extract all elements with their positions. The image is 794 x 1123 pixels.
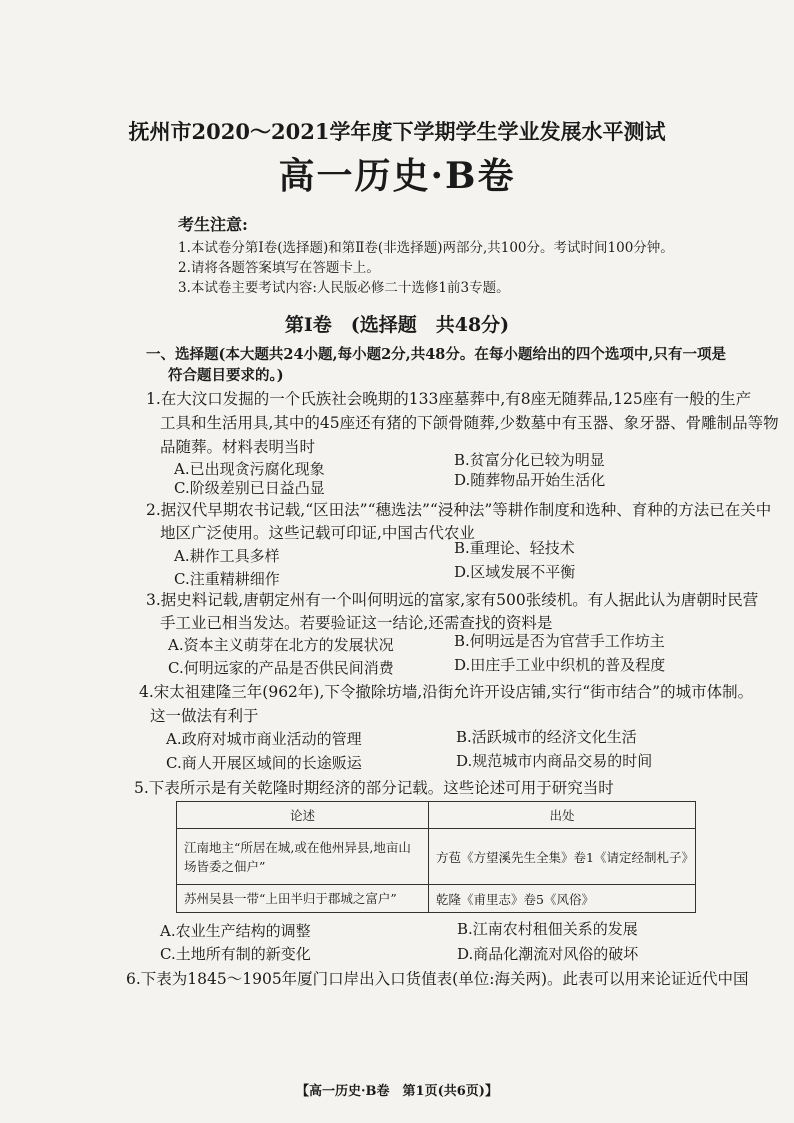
question-6-stem: 6.下表为1845～1905年厦门口岸出入口货值表(单位:海关两)。此表可以用来论证近代中国 xyxy=(126,970,749,988)
notice-item: 2.请将各题答案填写在答题卡上。 xyxy=(178,260,380,276)
question-4-option-c: C.商人开展区域间的长途贩运 xyxy=(166,754,362,772)
question-5-option-c: C.土地所有制的新变化 xyxy=(160,945,311,963)
question-1-option-d: D.随葬物品开始生活化 xyxy=(454,471,606,489)
question-2-option-b: B.重理论、轻技术 xyxy=(454,539,575,557)
question-4-option-d: D.规范城市内商品交易的时间 xyxy=(456,752,653,770)
notice-item: 3.本试卷主要考试内容:人民版必修二十选修1前3专题。 xyxy=(178,280,510,296)
table-cell: 苏州吴县一带“上田半归于郡城之富户” xyxy=(177,885,429,913)
question-2-stem: 地区广泛使用。这些记载可印证,中国古代农业 xyxy=(160,524,475,542)
exam-series-title: 抚州市2020～2021学年度下学期学生学业发展水平测试 xyxy=(128,119,666,144)
question-1-option-c: C.阶级差别已日益凸显 xyxy=(174,479,325,497)
question-1-option-b: B.贫富分化已较为明显 xyxy=(454,451,605,469)
table-cell: 方苞《方望溪先生全集》卷1《请定经制札子》 xyxy=(429,829,696,885)
notice-heading: 考生注意: xyxy=(178,215,248,234)
question-1-stem: 1.在大汶口发掘的一个氏族社会晚期的133座墓葬中,有8座无随葬品,125座有一般的生产 xyxy=(146,390,752,408)
question-3-option-b: B.何明远是否为官营手工作坊主 xyxy=(454,632,665,650)
section-title: 第Ⅰ卷 (选择题 共48分) xyxy=(284,314,510,336)
question-3-option-a: A.资本主义萌芽在北方的发展状况 xyxy=(168,636,394,654)
section-instruction: 一、选择题(本大题共24小题,每小题2分,共48分。在每小题给出的四个选项中,只有一项是 xyxy=(146,346,726,363)
question-4-option-b: B.活跃城市的经济文化生活 xyxy=(456,728,637,746)
question-5-stem: 5.下表所示是有关乾隆时期经济的部分记载。这些论述可用于研究当时 xyxy=(134,779,614,797)
question-3-stem: 手工业已相当发达。若要验证这一结论,还需查找的资料是 xyxy=(160,614,553,632)
question-2-option-c: C.注重精耕细作 xyxy=(174,570,280,588)
question-3-option-d: D.田庄手工业中织机的普及程度 xyxy=(454,656,666,674)
table-header-cell: 出处 xyxy=(429,802,696,829)
question-5-option-b: B.江南农村租佃关系的发展 xyxy=(457,920,638,938)
table-row xyxy=(177,885,696,913)
question-1-stem: 工具和生活用具,其中的45座还有猪的下颌骨随葬,少数墓中有玉器、象牙器、骨雕制品等物 xyxy=(160,414,779,432)
question-4-option-a: A.政府对城市商业活动的管理 xyxy=(166,730,362,748)
section-instruction: 符合题目要求的。) xyxy=(168,367,284,384)
table-header-cell: 论述 xyxy=(177,802,429,829)
table-cell: 乾隆《甫里志》卷5《风俗》 xyxy=(429,885,696,913)
exam-subject-title: 高一历史·B卷 xyxy=(278,155,516,197)
question-4-stem: 4.宋太祖建隆三年(962年),下令撤除坊墙,沿街允许开设店铺,实行“街市结合”的城市体制。 xyxy=(139,683,754,701)
table-header-row xyxy=(177,802,696,829)
question-1-stem: 品随葬。材料表明当时 xyxy=(160,438,316,456)
question-3-stem: 3.据史料记载,唐朝定州有一个叫何明远的富家,家有500张绫机。有人据此认为唐朝时民营 xyxy=(146,591,759,609)
question-2-stem: 2.据汉代早期农书记载,“区田法”“穗选法”“浸种法”等耕作制度和选种、育种的方法已在关中 xyxy=(146,501,772,519)
page-footer: 【高一历史·B卷 第1页(共6页)】 xyxy=(296,1084,498,1099)
question-4-stem: 这一做法有利于 xyxy=(150,707,259,725)
table-row xyxy=(177,829,696,885)
table-cell: 江南地主“所居在城,或在他州异县,地亩山场皆委之佃户” xyxy=(177,829,429,885)
question-2-option-d: D.区域发展不平衡 xyxy=(454,563,576,581)
question-3-option-c: C.何明远家的产品是否供民间消费 xyxy=(168,659,394,677)
question-5-table xyxy=(176,801,696,913)
question-5-option-d: D.商品化潮流对风俗的破坏 xyxy=(457,945,639,963)
question-2-option-a: A.耕作工具多样 xyxy=(174,547,280,565)
question-1-option-a: A.已出现贪污腐化现象 xyxy=(174,460,325,478)
question-5-option-a: A.农业生产结构的调整 xyxy=(160,922,311,940)
notice-item: 1.本试卷分第Ⅰ卷(选择题)和第Ⅱ卷(非选择题)两部分,共100分。考试时间100分钟。 xyxy=(178,240,674,256)
